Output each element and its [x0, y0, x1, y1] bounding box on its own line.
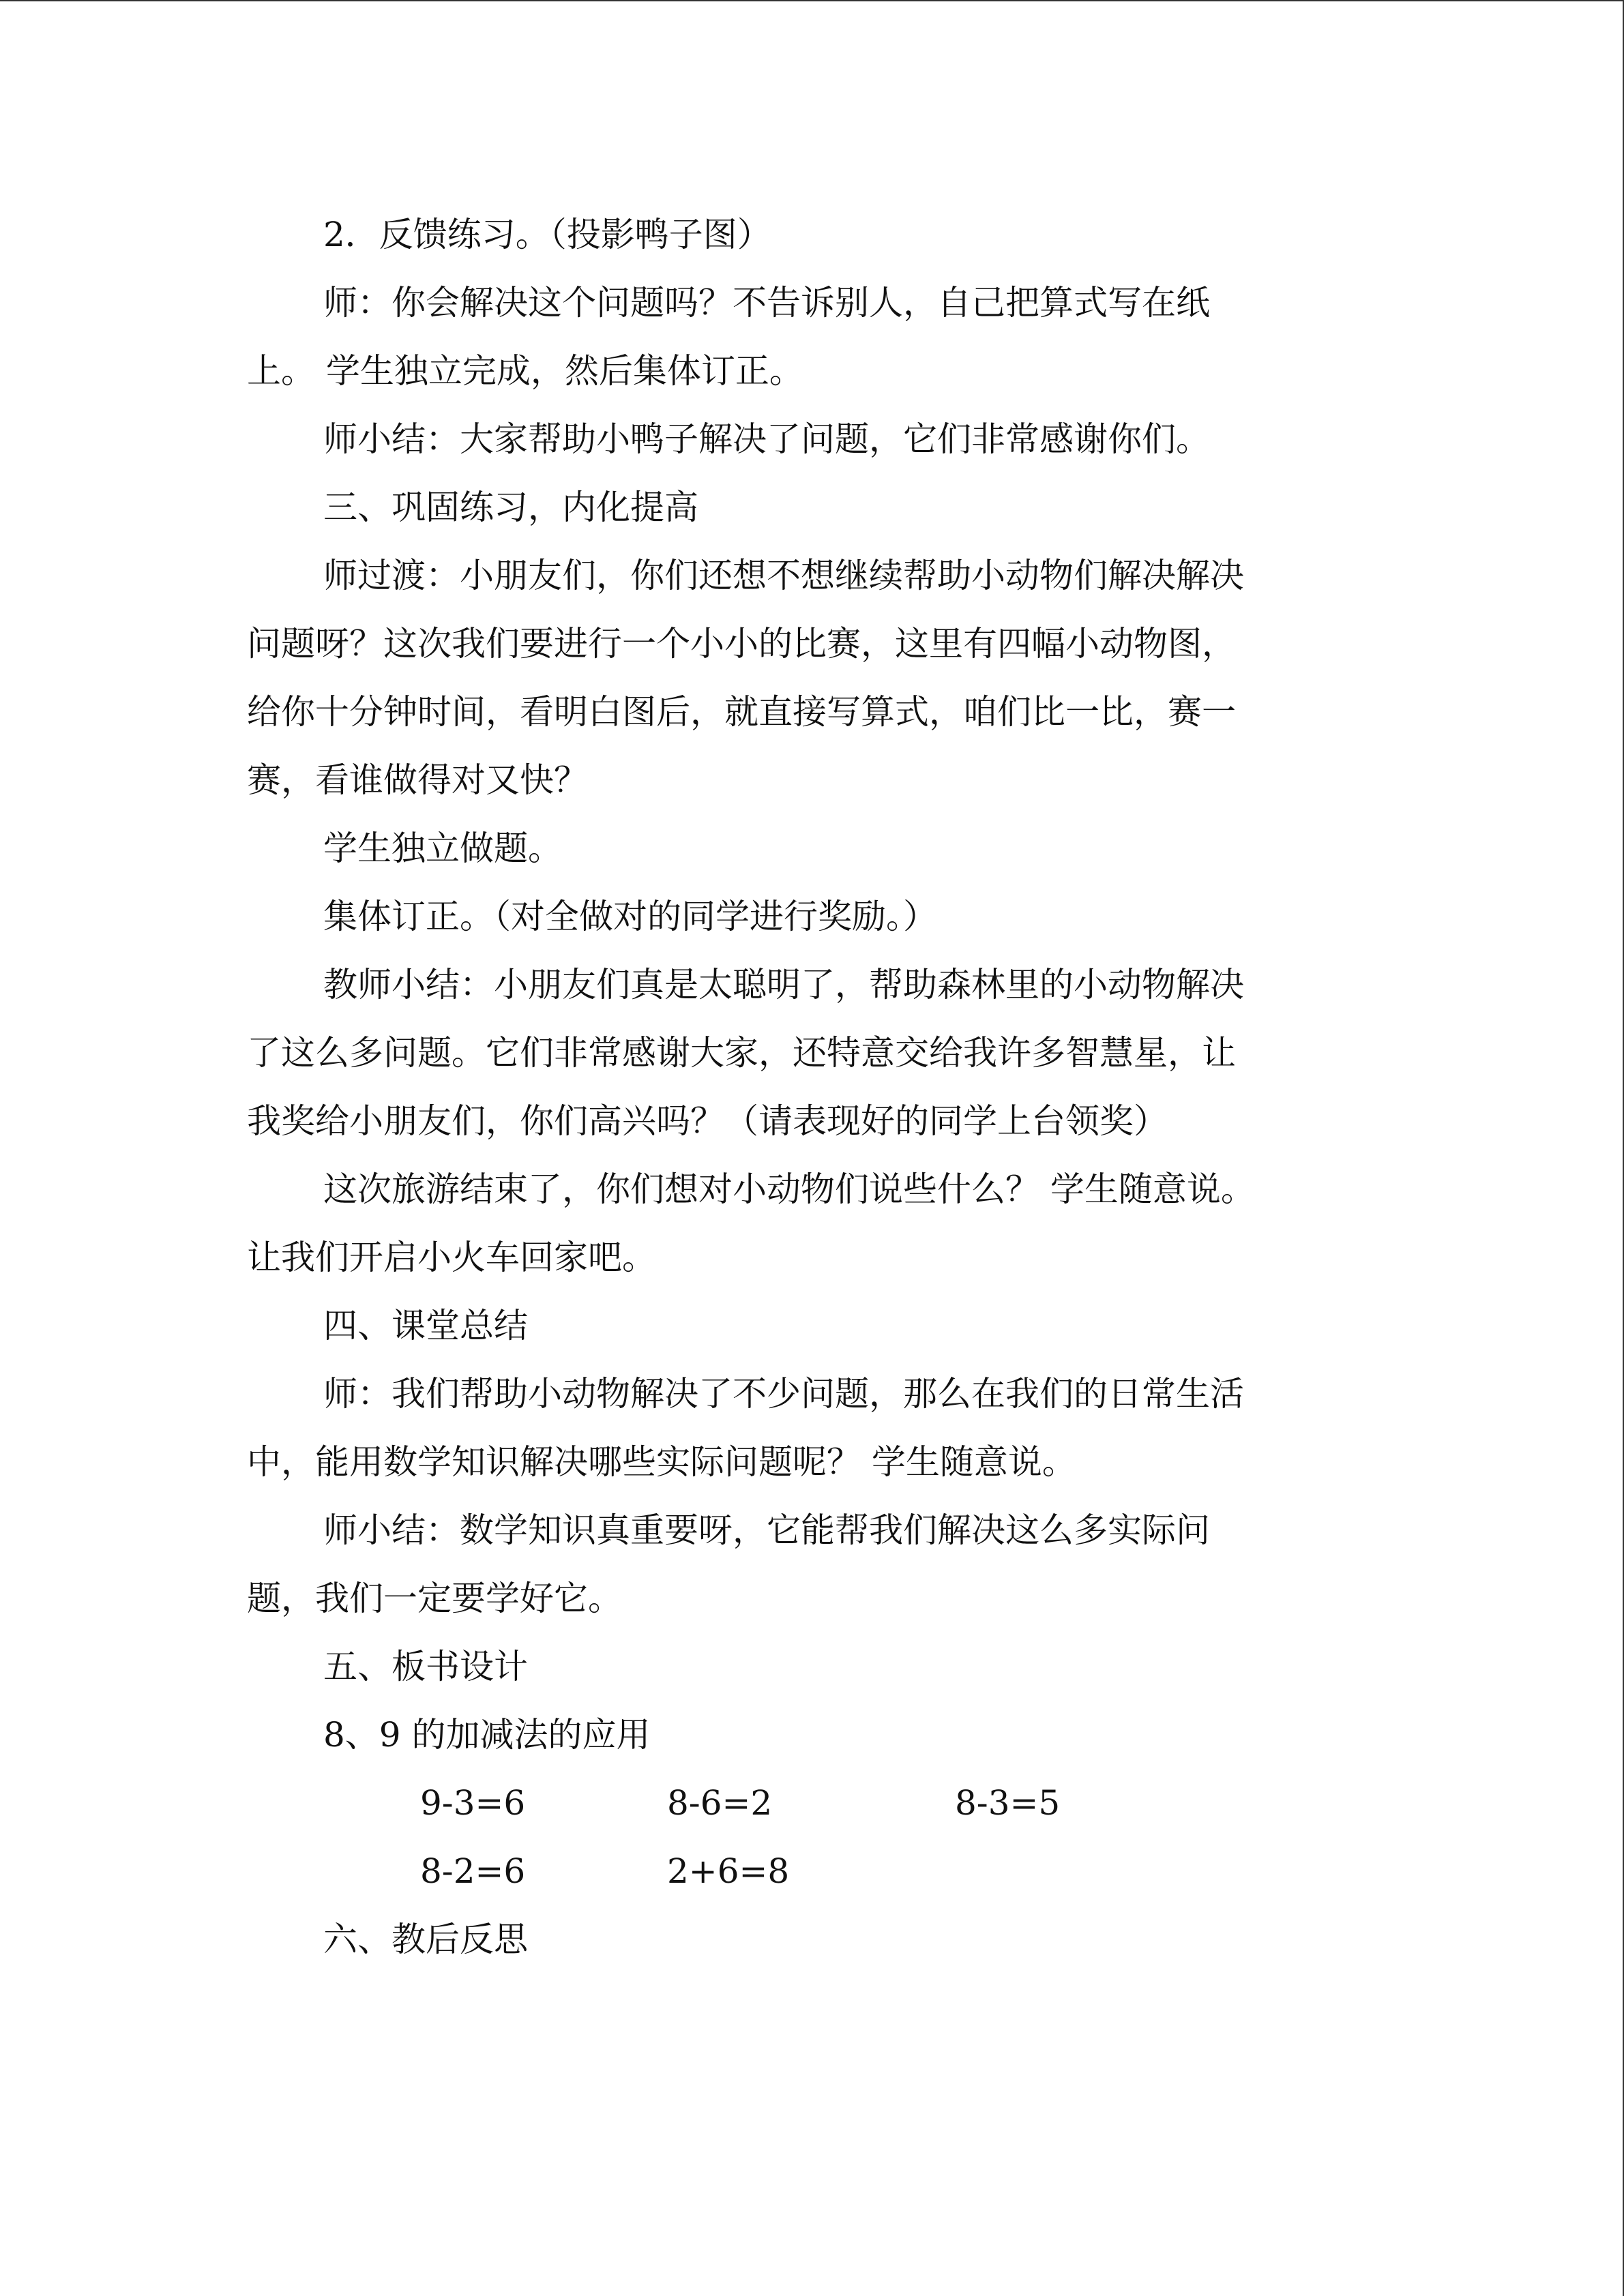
- paragraph-trip-end-cont: 让我们开启小火车回家吧。: [247, 1238, 656, 1277]
- equation-9-minus-3: 9-3=6: [420, 1783, 526, 1823]
- section-heading-5: 五、板书设计: [323, 1647, 528, 1686]
- paragraph-teacher-summary-cont-1: 了这么多问题。它们非常感谢大家，还特意交给我许多智慧星，让: [247, 1033, 1236, 1073]
- paragraph-teacher-summary: 教师小结：小朋友们真是太聪明了，帮助森林里的小动物解决: [323, 965, 1244, 1004]
- paragraph-transition-cont-2: 给你十分钟时间，看明白图后，就直接写算式，咱们比一比，赛一: [247, 692, 1236, 732]
- paragraph-group-correction: 集体订正。（对全做对的同学进行奖励。）: [323, 897, 937, 936]
- paragraph-transition: 师过渡：小朋友们，你们还想不想继续帮助小动物们解决解决: [323, 556, 1244, 595]
- paragraph-class-summary: 师：我们帮助小动物解决了不少问题，那么在我们的日常生活: [323, 1374, 1244, 1414]
- paragraph-transition-cont-3: 赛，看谁做得对又快？: [247, 760, 588, 800]
- equation-8-minus-6: 8-6=2: [667, 1783, 773, 1823]
- paragraph-teacher-question: 师：你会解决这个问题吗？不告诉别人，自己把算式写在纸: [323, 283, 1210, 323]
- equation-2-plus-6: 2+6=8: [667, 1851, 790, 1891]
- paragraph-feedback-practice: 2．反馈练习。（投影鸭子图）: [323, 215, 771, 254]
- paragraph-teacher-summary-cont-2: 我奖给小朋友们，你们高兴吗？（请表现好的同学上台领奖）: [247, 1101, 1168, 1141]
- equation-8-minus-2: 8-2=6: [420, 1851, 526, 1891]
- paragraph-teacher-question-cont: 上。 学生独立完成，然后集体订正。: [247, 351, 803, 391]
- section-heading-3: 三、巩固练习，内化提高: [323, 488, 698, 527]
- paragraph-teacher-summary-duck: 师小结：大家帮助小鸭子解决了问题，它们非常感谢你们。: [323, 419, 1210, 459]
- paragraph-trip-end: 这次旅游结束了，你们想对小动物们说些什么？ 学生随意说。: [323, 1169, 1255, 1209]
- equation-8-minus-3: 8-3=5: [955, 1783, 1061, 1823]
- section-heading-6: 六、教后反思: [323, 1920, 528, 1959]
- paragraph-independent-work: 学生独立做题。: [323, 829, 562, 868]
- paragraph-class-summary-cont: 中，能用数学知识解决哪些实际问题呢？ 学生随意说。: [247, 1442, 1076, 1482]
- paragraph-teacher-summary-math-cont: 题，我们一定要学好它。: [247, 1579, 622, 1618]
- paragraph-transition-cont-1: 问题呀？这次我们要进行一个小小的比赛，这里有四幅小动物图，: [247, 624, 1236, 664]
- board-title: 8、9 的加减法的应用: [323, 1715, 651, 1755]
- paragraph-teacher-summary-math: 师小结：数学知识真重要呀，它能帮我们解决这么多实际问: [323, 1510, 1210, 1550]
- section-heading-4: 四、课堂总结: [323, 1306, 528, 1345]
